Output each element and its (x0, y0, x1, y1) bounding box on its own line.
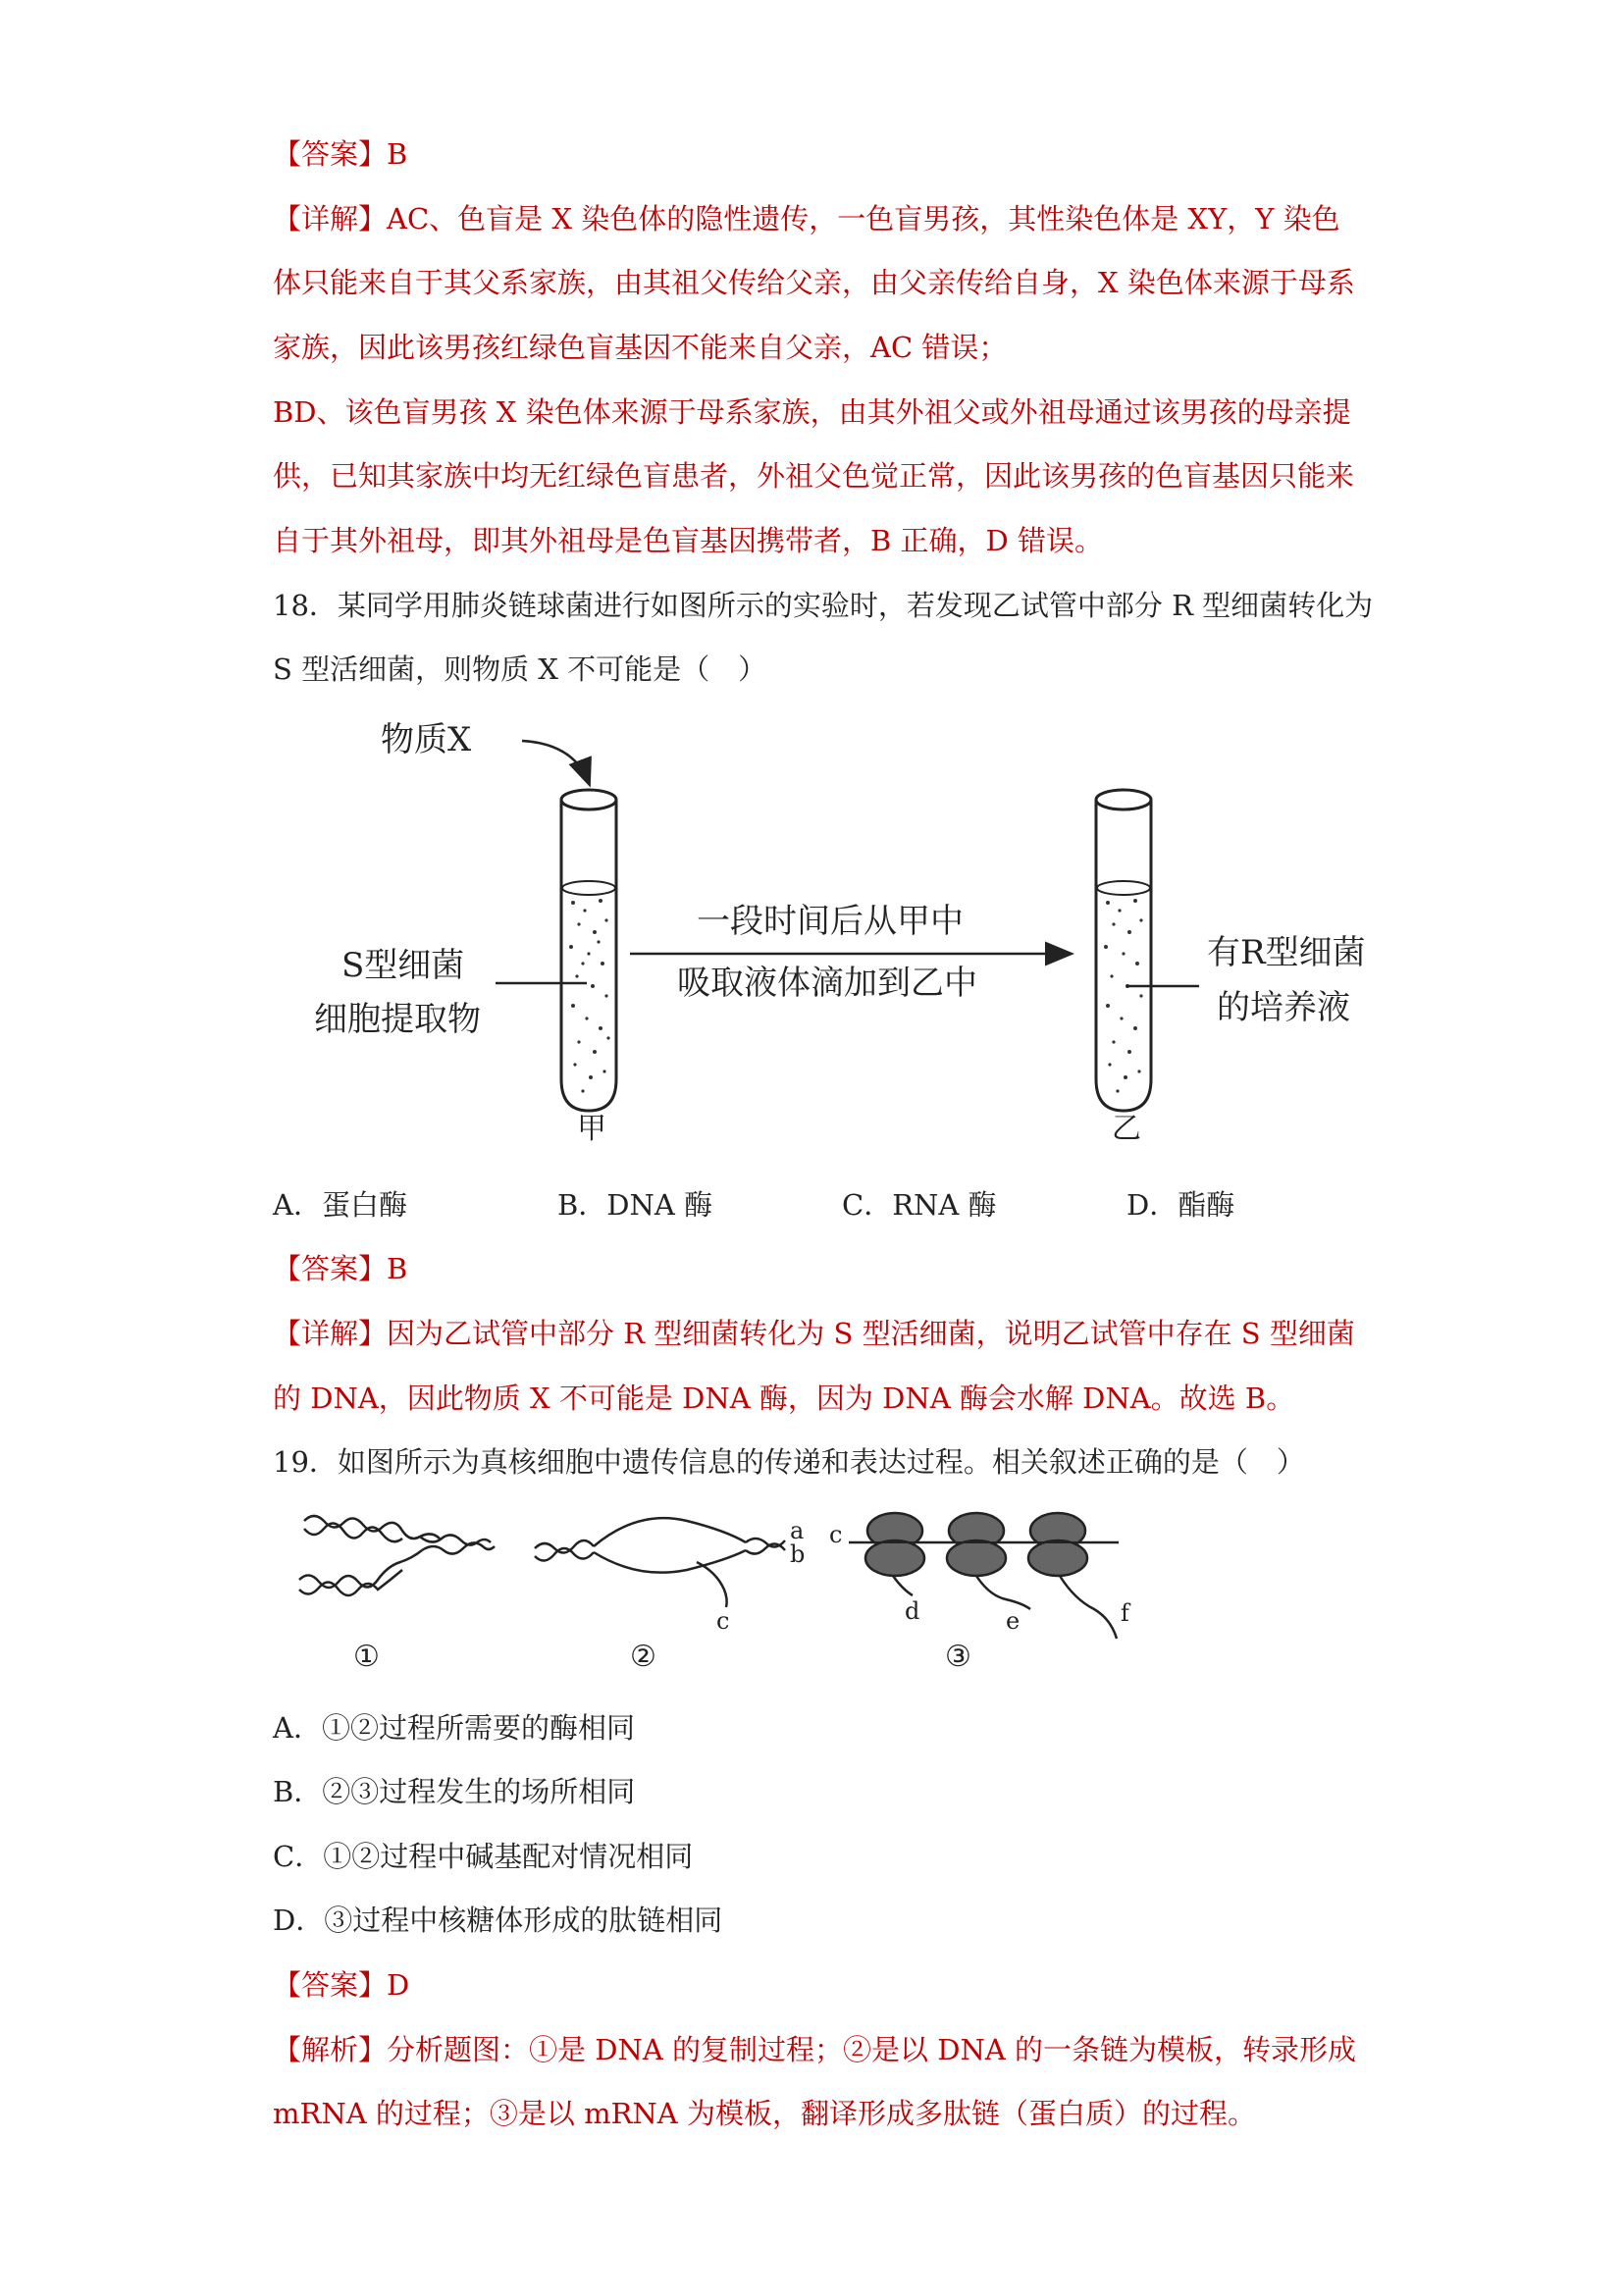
test-tube-a (561, 790, 616, 1111)
q17-detail-line: 【详解】AC、色盲是 X 染色体的隐性遗传，一色盲男孩，其性染色体是 XY，Y 染色 (273, 202, 1340, 235)
process-3-label: ③ (945, 1640, 971, 1674)
q17-detail-line: 自于其外祖母，即其外祖母是色盲基因携带者，B 正确，D 错误。 (273, 524, 1103, 557)
tube-a-label: 甲 (577, 1112, 606, 1146)
dna-replication-diagram (299, 1516, 495, 1595)
q17-detail-line: 家族，因此该男孩红绿色盲基因不能来自父亲，AC 错误； (273, 331, 1008, 364)
q19-gene-expression-figure (285, 1501, 1168, 1697)
q19-analysis-line: 【解析】分析题图：①是 DNA 的复制过程；②是以 DNA 的一条链为模板，转录形成 (273, 2033, 1357, 2066)
r-type-medium-label-2: 的培养液 (1217, 988, 1350, 1027)
q17-detail-line: 供，已知其家族中均无红绿色盲患者，外祖父色觉正常，因此该男孩的色盲基因只能来 (273, 459, 1355, 493)
q17-answer: 【答案】B (273, 137, 408, 171)
q18-stem-line: 18．某同学用肺炎链球菌进行如图所示的实验时，若发现乙试管中部分 R 型细菌转化为 (273, 589, 1374, 622)
q19-option-d: D．③过程中核糖体形成的肽链相同 (273, 1904, 723, 1937)
tube-b-label: 乙 (1112, 1112, 1141, 1146)
strand-a-label: a (790, 1517, 805, 1544)
q19-stem: 19．如图所示为真核细胞中遗传信息的传递和表达过程。相关叙述正确的是（ ） (273, 1445, 1305, 1479)
translation-diagram (849, 1513, 1119, 1639)
test-tube-b (1096, 790, 1151, 1111)
s-type-extract-label-1: S型细菌 (341, 946, 465, 985)
transfer-label-1: 一段时间后从甲中 (697, 902, 964, 941)
ribosome-d-label: d (905, 1597, 920, 1625)
substance-x-label: 物质X (381, 720, 472, 759)
q18-stem-line: S 型活细菌，则物质 X 不可能是（ ） (273, 652, 767, 686)
substance-x-arrow (522, 741, 589, 783)
peptide-e-label: e (1006, 1607, 1021, 1635)
process-2-label: ② (630, 1640, 656, 1674)
q19-option-b: B．②③过程发生的场所相同 (273, 1775, 636, 1808)
transcription-diagram (535, 1518, 785, 1607)
q17-detail-line: BD、该色盲男孩 X 染色体来源于母系家族，由其外祖父或外祖母通过该男孩的母亲提 (273, 395, 1351, 429)
r-type-medium-label-1: 有R型细菌 (1207, 933, 1366, 972)
s-type-extract-label-2: 细胞提取物 (314, 1000, 481, 1039)
strand-b-label: b (790, 1540, 806, 1568)
q17-detail-line: 体只能来自于其父系家族，由其祖父传给父亲，由父亲传给自身，X 染色体来源于母系 (273, 266, 1355, 299)
peptide-f-label: f (1121, 1599, 1129, 1627)
transcript-c-label: c (716, 1607, 730, 1635)
q18-option-c: C．RNA 酶 (842, 1188, 997, 1222)
q19-option-a: A．①②过程所需要的酶相同 (273, 1711, 635, 1745)
q18-experiment-figure (294, 706, 1423, 1148)
q19-answer: 【答案】D (273, 1968, 410, 2002)
mrna-c-label: c (829, 1521, 843, 1548)
transfer-label-2: 吸取液体滴加到乙中 (677, 964, 977, 1003)
q18-option-d: D．酯酶 (1126, 1188, 1235, 1222)
q19-analysis-line: mRNA 的过程；③是以 mRNA 为模板，翻译形成多肽链（蛋白质）的过程。 (273, 2097, 1256, 2130)
q18-detail-line: 【详解】因为乙试管中部分 R 型细菌转化为 S 型活细菌，说明乙试管中存在 S 型细菌 (273, 1317, 1355, 1350)
q18-option-b: B．DNA 酶 (557, 1188, 713, 1222)
q18-answer: 【答案】B (273, 1252, 408, 1285)
process-1-label: ① (353, 1640, 380, 1674)
q18-detail-line: 的 DNA，因此物质 X 不可能是 DNA 酶，因为 DNA 酶会水解 DNA。故选 B。 (273, 1382, 1295, 1415)
q19-option-c: C．①②过程中碱基配对情况相同 (273, 1840, 694, 1873)
q18-option-a: A．蛋白酶 (273, 1188, 407, 1222)
